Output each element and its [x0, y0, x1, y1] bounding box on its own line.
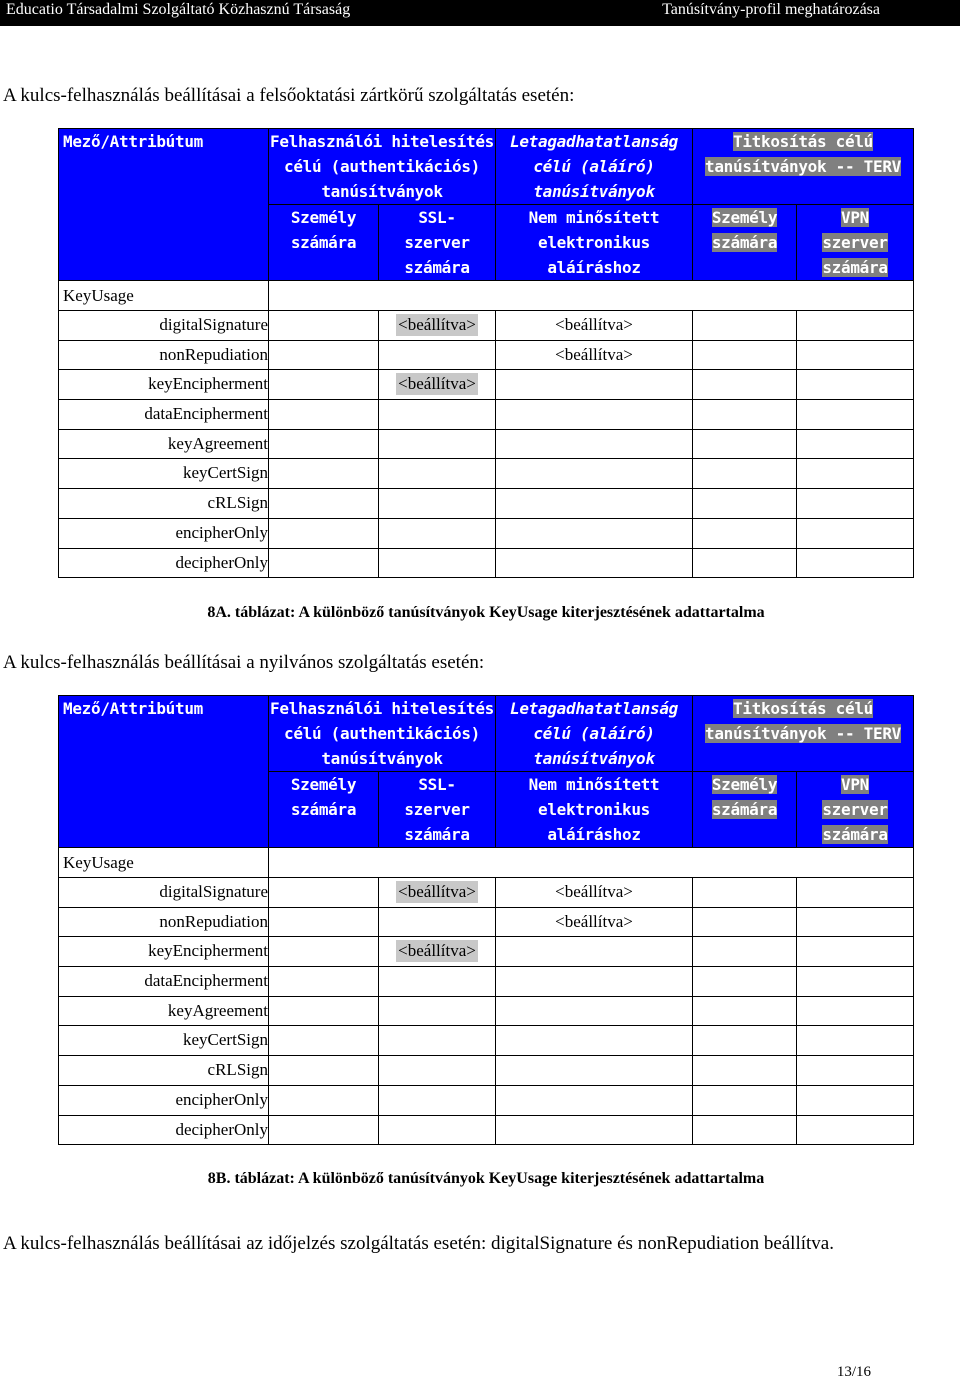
header-text: számára	[404, 825, 470, 844]
header-text: Titkosítás célú	[733, 132, 873, 151]
header-text: tanúsítványok -- TERV	[705, 157, 901, 176]
value-auth-person	[269, 907, 379, 937]
header-line	[496, 255, 692, 280]
header-ssl-server	[379, 772, 496, 848]
header-text: SSL-	[418, 775, 456, 794]
header-organization: Educatio Társadalmi Szolgáltató Közhasznú Társaság	[6, 1, 351, 18]
header-field-label: Mező/Attribútum	[63, 699, 203, 718]
value-signature	[496, 459, 693, 489]
value-ssl-server	[379, 518, 496, 548]
value-ssl-server	[379, 429, 496, 459]
header-line	[496, 772, 692, 797]
value-ssl-server	[379, 878, 496, 908]
header-text: tanúsítványok	[533, 749, 655, 768]
value-auth-person	[269, 311, 379, 341]
value-auth-person	[269, 937, 379, 967]
value-encryption-person	[693, 1056, 797, 1086]
caption-table-8a: 8A. táblázat: A különböző tanúsítványok KeyUsage kiterjesztésének adattartalma	[207, 604, 765, 621]
value-ssl-server	[379, 459, 496, 489]
set-marker: <beállítva>	[398, 315, 476, 334]
page-number: 13/16	[836, 1364, 871, 1380]
set-marker: <beállítva>	[555, 882, 633, 901]
value-signature	[496, 489, 693, 519]
value-ssl-server	[379, 311, 496, 341]
header-line	[269, 230, 378, 255]
table-row	[59, 429, 914, 459]
header-text: Személy	[711, 775, 778, 794]
value-auth-person	[269, 340, 379, 370]
value-signature	[496, 311, 693, 341]
value-vpn-server	[797, 400, 914, 430]
keyusage-label: KeyUsage	[63, 286, 134, 305]
header-text: számára	[290, 233, 357, 252]
header-line	[797, 797, 913, 822]
header-line	[379, 255, 495, 280]
table-row	[59, 907, 914, 937]
header-line	[797, 772, 913, 797]
header-line	[269, 721, 495, 746]
table-row	[59, 400, 914, 430]
value-auth-person	[269, 400, 379, 430]
header-line	[379, 797, 495, 822]
header-line	[496, 179, 692, 204]
header-vpn-server	[797, 772, 914, 848]
value-encryption-person	[693, 489, 797, 519]
value-ssl-server	[379, 996, 496, 1026]
header-signing-certificates	[496, 696, 693, 772]
header-line	[693, 154, 913, 179]
header-line	[379, 205, 495, 230]
header-text: számára	[290, 800, 357, 819]
value-auth-person	[269, 996, 379, 1026]
value-signature	[496, 907, 693, 937]
header-text: VPN	[841, 208, 869, 227]
attribute-name: cRLSign	[59, 489, 269, 519]
table-row	[59, 548, 914, 578]
header-text: tanúsítványok	[321, 182, 443, 201]
header-field-attribute	[59, 696, 269, 848]
attribute-name: keyAgreement	[59, 429, 269, 459]
value-encryption-person	[693, 400, 797, 430]
header-text: Személy	[290, 775, 357, 794]
value-auth-person	[269, 459, 379, 489]
value-signature	[496, 1085, 693, 1115]
header-line	[797, 230, 913, 255]
header-line	[496, 696, 692, 721]
table-row	[59, 937, 914, 967]
table-row	[59, 967, 914, 997]
value-vpn-server	[797, 967, 914, 997]
set-marker: <beállítva>	[398, 882, 476, 901]
value-ssl-server	[379, 907, 496, 937]
header-text: SSL-	[418, 208, 456, 227]
header-line	[693, 205, 796, 230]
value-encryption-person	[693, 1026, 797, 1056]
header-auth-person	[269, 205, 379, 281]
header-auth-certificates	[269, 696, 496, 772]
value-vpn-server	[797, 1085, 914, 1115]
value-signature	[496, 518, 693, 548]
table-row	[59, 1056, 914, 1086]
value-encryption-person	[693, 459, 797, 489]
header-text: elektronikus	[538, 233, 650, 252]
header-ssl-server	[379, 205, 496, 281]
header-encryption-certificates	[693, 129, 914, 205]
header-line	[379, 772, 495, 797]
value-vpn-server	[797, 548, 914, 578]
header-line	[496, 822, 692, 847]
value-signature	[496, 400, 693, 430]
value-auth-person	[269, 518, 379, 548]
value-ssl-server	[379, 370, 496, 400]
value-encryption-person	[693, 996, 797, 1026]
value-vpn-server	[797, 340, 914, 370]
keyusage-table	[58, 128, 914, 578]
attribute-name: encipherOnly	[59, 1085, 269, 1115]
header-line	[496, 230, 692, 255]
header-text: számára	[711, 800, 778, 819]
header-text: tanúsítványok	[321, 749, 443, 768]
value-vpn-server	[797, 489, 914, 519]
keyusage-label-cell	[59, 848, 269, 878]
header-text: Nem minősített	[528, 775, 660, 794]
attribute-name: nonRepudiation	[59, 907, 269, 937]
header-text: tanúsítványok -- TERV	[705, 724, 901, 743]
value-auth-person	[269, 489, 379, 519]
set-marker: <beállítva>	[398, 374, 476, 394]
header-text: tanúsítványok	[533, 182, 655, 201]
table-row	[59, 340, 914, 370]
table-row	[59, 459, 914, 489]
header-line	[693, 721, 913, 746]
closing-timestamp-note: A kulcs-felhasználás beállításai az időjelzés szolgáltatás esetén: digitalSignature és nonRepudiation beállítva.	[3, 1233, 834, 1254]
header-text: Letagadhatatlanság	[510, 699, 678, 718]
value-signature	[496, 340, 693, 370]
attribute-name: dataEncipherment	[59, 400, 269, 430]
header-text: célú (aláíró)	[533, 724, 655, 743]
value-signature	[496, 967, 693, 997]
attribute-name: decipherOnly	[59, 548, 269, 578]
caption-table-8b: 8B. táblázat: A különböző tanúsítványok KeyUsage kiterjesztésének adattartalma	[207, 1170, 765, 1187]
value-auth-person	[269, 370, 379, 400]
value-vpn-server	[797, 459, 914, 489]
header-auth-certificates	[269, 129, 496, 205]
header-line	[797, 822, 913, 847]
header-line	[797, 205, 913, 230]
value-auth-person	[269, 548, 379, 578]
value-signature	[496, 878, 693, 908]
value-ssl-server	[379, 1115, 496, 1145]
header-line	[269, 154, 495, 179]
attribute-name: decipherOnly	[59, 1115, 269, 1145]
table-row	[59, 518, 914, 548]
value-encryption-person	[693, 370, 797, 400]
header-non-qualified-signature	[496, 205, 693, 281]
value-ssl-server	[379, 1085, 496, 1115]
header-document-title: Tanúsítvány-profil meghatározása	[662, 1, 880, 18]
header-line	[693, 772, 796, 797]
value-vpn-server	[797, 1056, 914, 1086]
header-text: Nem minősített	[528, 208, 660, 227]
value-signature	[496, 937, 693, 967]
keyusage-label-cell	[59, 281, 269, 311]
value-ssl-server	[379, 548, 496, 578]
header-text: célú (authentikációs)	[284, 157, 480, 176]
header-text: szerver	[404, 233, 470, 252]
value-vpn-server	[797, 429, 914, 459]
value-signature	[496, 429, 693, 459]
header-line	[797, 255, 913, 280]
table-row	[59, 370, 914, 400]
header-line	[379, 230, 495, 255]
value-vpn-server	[797, 1115, 914, 1145]
header-line	[496, 721, 692, 746]
attribute-name: dataEncipherment	[59, 967, 269, 997]
value-encryption-person	[693, 878, 797, 908]
value-encryption-person	[693, 1085, 797, 1115]
value-vpn-server	[797, 907, 914, 937]
header-text: szerver	[822, 233, 888, 252]
header-text: Személy	[290, 208, 357, 227]
attribute-name: keyEncipherment	[59, 937, 269, 967]
value-ssl-server	[379, 1026, 496, 1056]
attribute-name: keyCertSign	[59, 459, 269, 489]
value-auth-person	[269, 1115, 379, 1145]
header-field-attribute	[59, 129, 269, 281]
value-vpn-server	[797, 1026, 914, 1056]
header-line	[379, 822, 495, 847]
attribute-name: keyEncipherment	[59, 370, 269, 400]
value-vpn-server	[797, 996, 914, 1026]
value-encryption-person	[693, 937, 797, 967]
value-vpn-server	[797, 937, 914, 967]
header-text: számára	[822, 258, 888, 277]
value-encryption-person	[693, 429, 797, 459]
header-text: szerver	[404, 800, 470, 819]
table-row	[59, 996, 914, 1026]
value-ssl-server	[379, 340, 496, 370]
value-vpn-server	[797, 518, 914, 548]
header-line	[269, 129, 495, 154]
value-auth-person	[269, 429, 379, 459]
intro-closed-service: A kulcs-felhasználás beállításai a felsőoktatási zártkörű szolgáltatás esetén:	[3, 85, 575, 106]
header-text: elektronikus	[538, 800, 650, 819]
value-vpn-server	[797, 311, 914, 341]
header-encryption-certificates	[693, 696, 914, 772]
value-auth-person	[269, 967, 379, 997]
value-signature	[496, 370, 693, 400]
header-encryption-person	[693, 772, 797, 848]
header-text: Felhasználói hitelesítés	[270, 132, 494, 151]
value-encryption-person	[693, 967, 797, 997]
value-encryption-person	[693, 340, 797, 370]
attribute-name: cRLSign	[59, 1056, 269, 1086]
header-auth-person	[269, 772, 379, 848]
value-auth-person	[269, 1085, 379, 1115]
attribute-name: keyAgreement	[59, 996, 269, 1026]
keyusage-label: KeyUsage	[63, 853, 134, 872]
table-row	[59, 878, 914, 908]
value-signature	[496, 1056, 693, 1086]
header-non-qualified-signature	[496, 772, 693, 848]
header-text: aláíráshoz	[547, 258, 641, 277]
value-ssl-server	[379, 489, 496, 519]
value-encryption-person	[693, 311, 797, 341]
header-text: számára	[404, 258, 470, 277]
value-encryption-person	[693, 907, 797, 937]
header-text: szerver	[822, 800, 888, 819]
table-row	[59, 1085, 914, 1115]
header-line	[693, 696, 913, 721]
set-marker: <beállítva>	[555, 911, 633, 931]
value-vpn-server	[797, 370, 914, 400]
header-line	[269, 772, 378, 797]
value-ssl-server	[379, 1056, 496, 1086]
value-ssl-server	[379, 400, 496, 430]
header-line	[269, 797, 378, 822]
value-ssl-server	[379, 967, 496, 997]
value-ssl-server	[379, 937, 496, 967]
value-encryption-person	[693, 1115, 797, 1145]
header-signing-certificates	[496, 129, 693, 205]
header-text: VPN	[841, 775, 869, 794]
value-auth-person	[269, 878, 379, 908]
attribute-name: nonRepudiation	[59, 340, 269, 370]
keyusage-empty-cell	[269, 848, 914, 878]
value-signature	[496, 548, 693, 578]
header-line	[693, 129, 913, 154]
keyusage-table	[58, 695, 914, 1145]
table-row	[59, 311, 914, 341]
set-marker: <beállítva>	[555, 344, 633, 364]
header-text: számára	[822, 825, 888, 844]
header-line	[269, 205, 378, 230]
header-text: célú (authentikációs)	[284, 724, 480, 743]
header-line	[269, 746, 495, 771]
header-encryption-person	[693, 205, 797, 281]
set-marker: <beállítva>	[555, 315, 633, 334]
table-row	[59, 1026, 914, 1056]
header-line	[693, 797, 796, 822]
intro-public-service: A kulcs-felhasználás beállításai a nyilvános szolgáltatás esetén:	[3, 652, 485, 673]
value-signature	[496, 996, 693, 1026]
table-row	[59, 1115, 914, 1145]
value-auth-person	[269, 1026, 379, 1056]
header-line	[496, 205, 692, 230]
attribute-name: digitalSignature	[59, 878, 269, 908]
keyusage-empty-cell	[269, 281, 914, 311]
value-vpn-server	[797, 878, 914, 908]
header-line	[693, 230, 796, 255]
value-encryption-person	[693, 548, 797, 578]
attribute-name: encipherOnly	[59, 518, 269, 548]
value-encryption-person	[693, 518, 797, 548]
header-line	[496, 797, 692, 822]
header-text: Személy	[711, 208, 778, 227]
header-text: aláíráshoz	[547, 825, 641, 844]
header-text: célú (aláíró)	[533, 157, 655, 176]
header-line	[269, 179, 495, 204]
value-auth-person	[269, 1056, 379, 1086]
header-line	[496, 154, 692, 179]
header-text: Titkosítás célú	[733, 699, 873, 718]
attribute-name: keyCertSign	[59, 1026, 269, 1056]
set-marker: <beállítva>	[398, 941, 476, 961]
table-row	[59, 489, 914, 519]
header-text: Letagadhatatlanság	[510, 132, 678, 151]
header-line	[496, 746, 692, 771]
attribute-name: digitalSignature	[59, 311, 269, 341]
header-vpn-server	[797, 205, 914, 281]
value-signature	[496, 1026, 693, 1056]
header-text: Felhasználói hitelesítés	[270, 699, 494, 718]
header-text: számára	[711, 233, 778, 252]
header-field-label: Mező/Attribútum	[63, 132, 203, 151]
header-line	[269, 696, 495, 721]
header-line	[496, 129, 692, 154]
value-signature	[496, 1115, 693, 1145]
page-header	[0, 0, 960, 26]
